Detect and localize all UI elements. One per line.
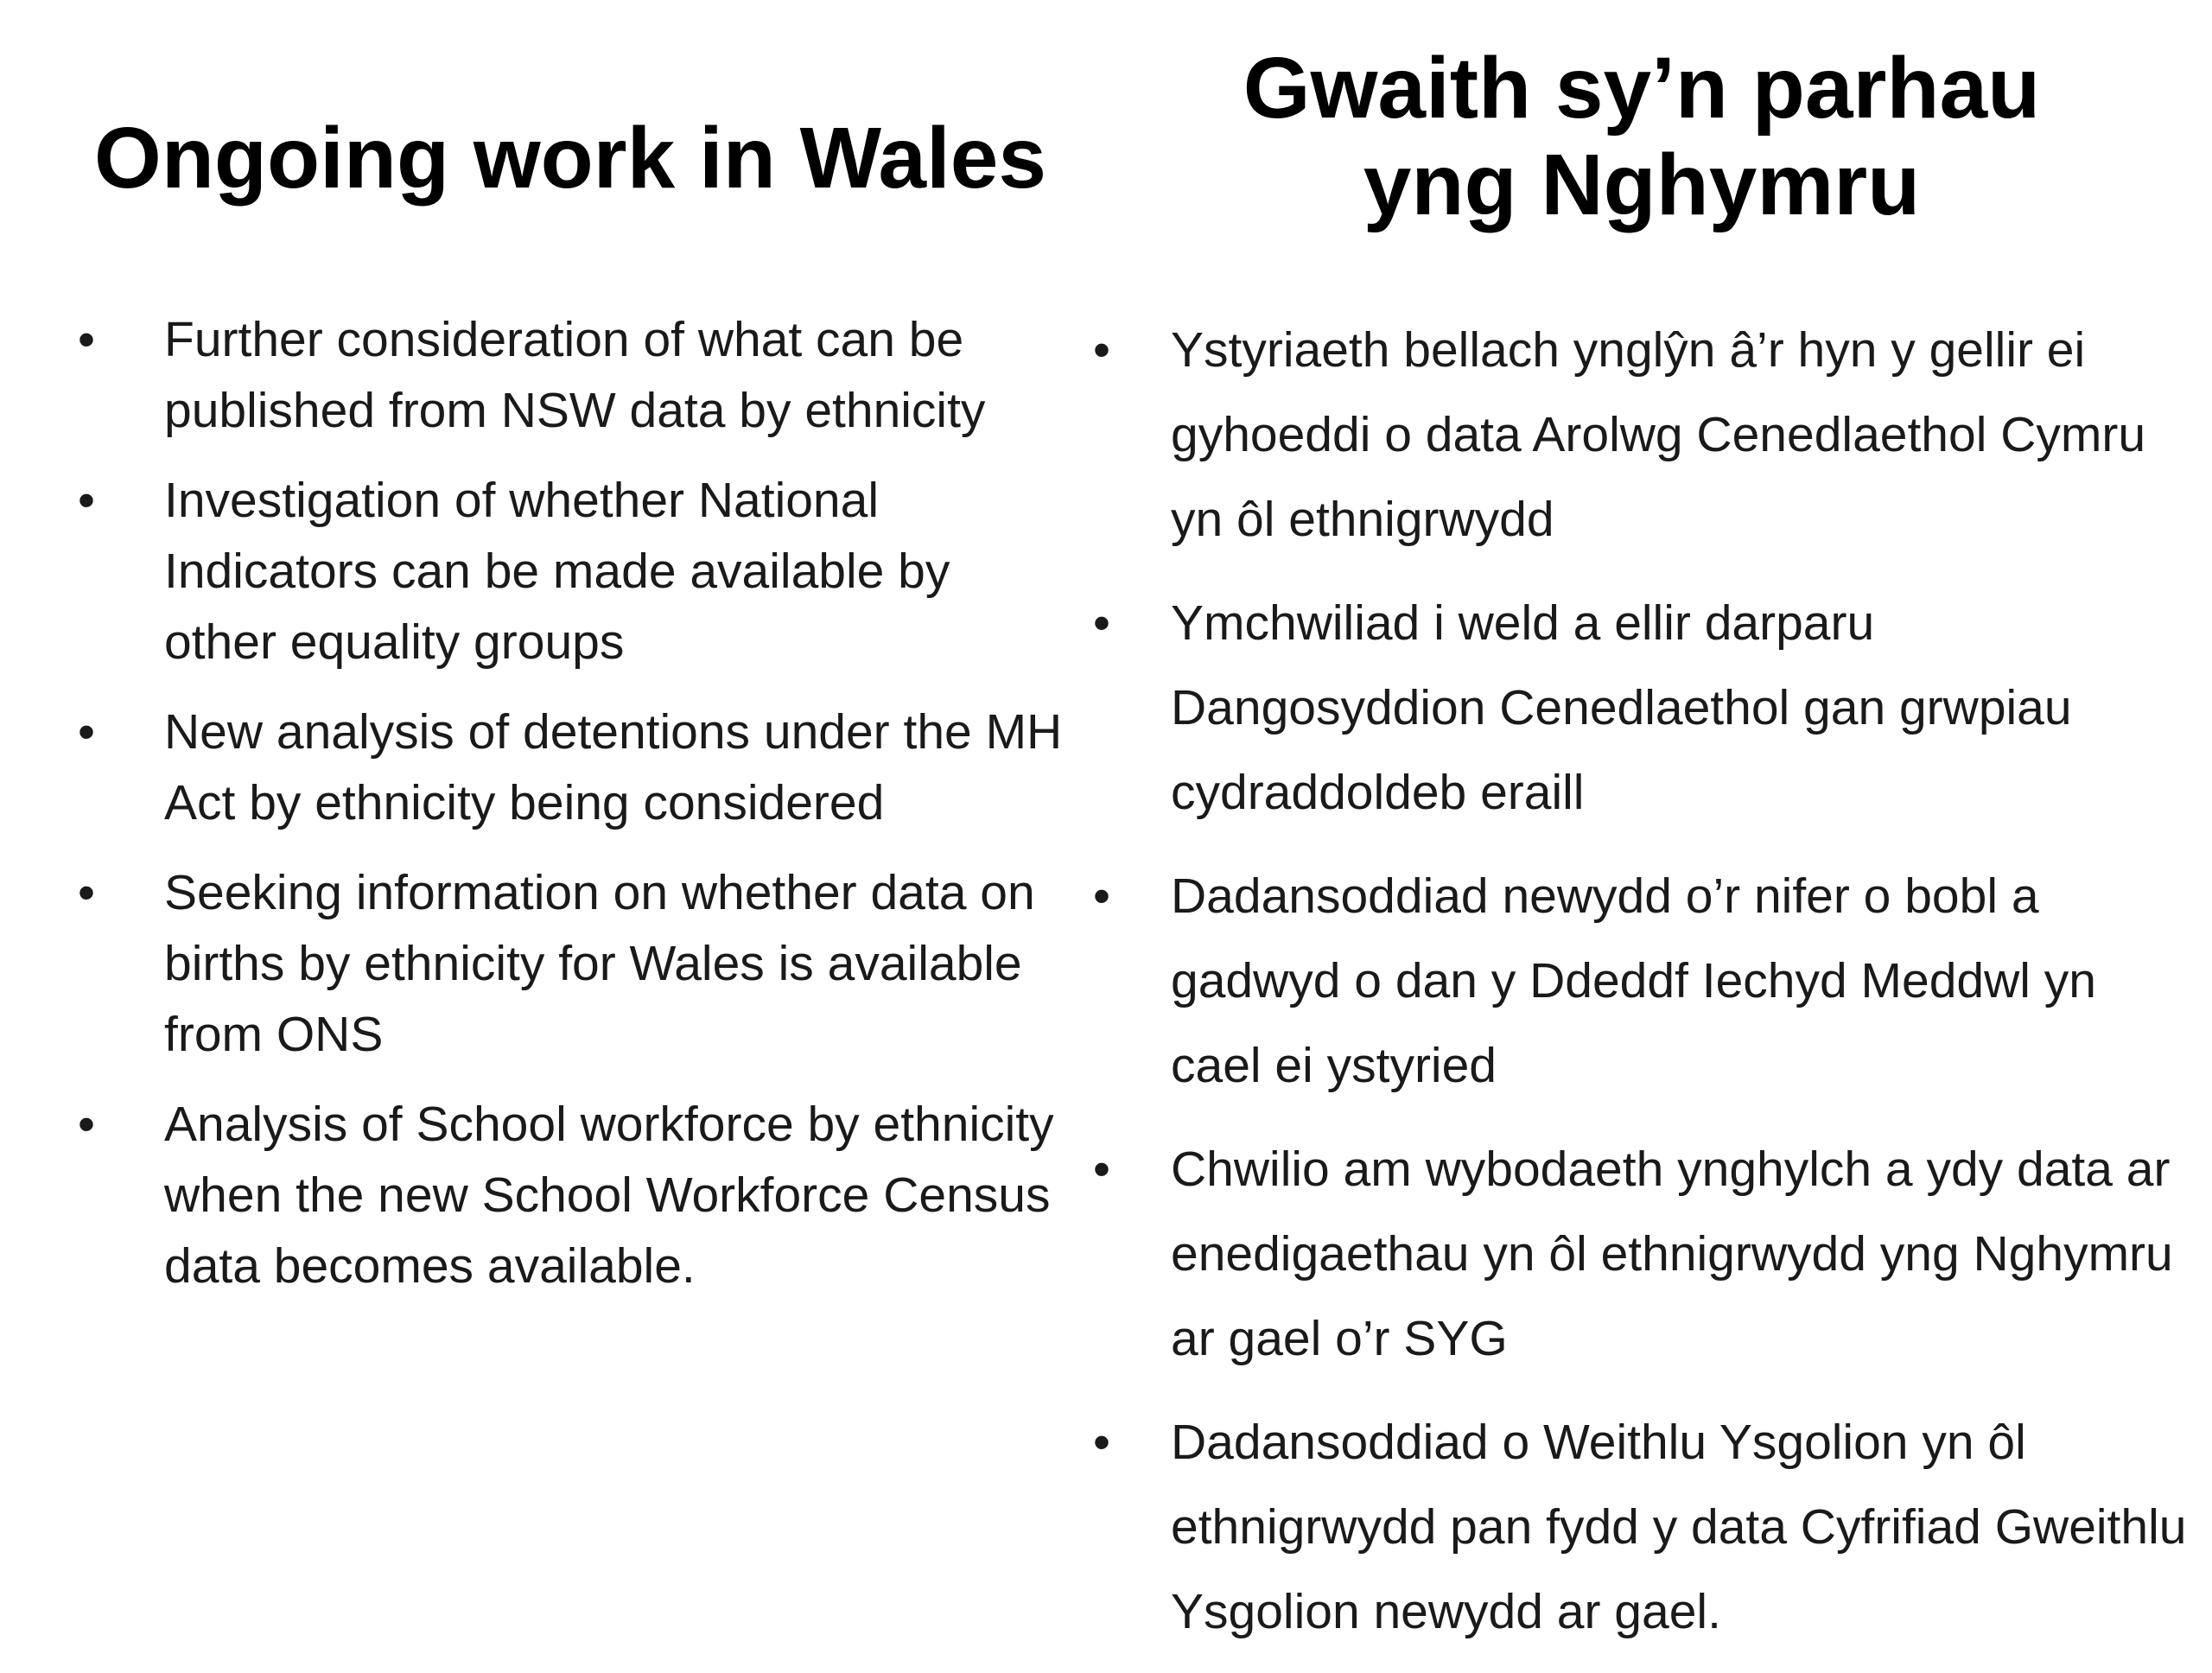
welsh-bullet-item [1084, 1400, 2199, 1654]
english-bullet-item [78, 857, 1063, 1070]
english-bullet-text: Seeking information on whether data on births by ethnicity for Wales is available from ONS [164, 865, 1035, 1062]
bullet-icon: • [78, 1097, 95, 1152]
welsh-bullet-text: Dadansoddiad o Weithlu Ysgolion yn ôl ethnigrwydd pan fydd y data Cyfrifiad Gweithlu Ysgolion newydd ar gael. [1171, 1415, 2187, 1639]
english-title: Ongoing work in Wales [94, 110, 1046, 207]
english-bullet-list [78, 304, 1063, 1320]
bullet-icon: • [1093, 1415, 1110, 1470]
english-bullet-text: Further consideration of what can be published from NSW data by ethnicity [164, 312, 986, 438]
bullet-icon: • [78, 312, 95, 367]
welsh-bullet-list [1084, 308, 2199, 1673]
bullet-icon: • [1093, 595, 1110, 651]
welsh-title [1084, 40, 2199, 233]
welsh-bullet-item [1084, 308, 2199, 562]
bullet-icon: • [78, 865, 95, 920]
welsh-bullet-text: Chwilio am wybodaeth ynghylch a ydy data ar enedigaethau yn ôl ethnigrwydd yng Nghymru ar gael o’r SYG [1171, 1142, 2173, 1366]
english-bullet-item [78, 1089, 1063, 1301]
english-bullet-text: Investigation of whether National Indicators can be made available by other equality groups [164, 473, 950, 670]
welsh-bullet-item [1084, 854, 2199, 1108]
bullet-icon: • [1093, 868, 1110, 924]
welsh-title-line-1: Gwaith sy’n parhau [1243, 40, 2041, 137]
welsh-title-line-2: yng Nghymru [1363, 137, 1921, 233]
english-bullet-text: New analysis of detentions under the MH Act by ethnicity being considered [164, 704, 1063, 830]
welsh-bullet-text: Ymchwiliad i weld a ellir darparu Dangosyddion Cenedlaethol gan grwpiau cydraddoldeb eraill [1171, 595, 2072, 820]
english-bullet-item [78, 697, 1063, 838]
english-bullet-item [78, 304, 1063, 446]
welsh-bullet-item [1084, 581, 2199, 835]
bullet-icon: • [1093, 1142, 1110, 1197]
english-bullet-item [78, 465, 1063, 677]
bullet-icon: • [78, 473, 95, 528]
welsh-bullet-item [1084, 1127, 2199, 1381]
bullet-icon: • [78, 704, 95, 760]
welsh-bullet-text: Dadansoddiad newydd o’r nifer o bobl a gadwyd o dan y Ddeddf Iechyd Meddwl yn cael ei ystyried [1171, 868, 2096, 1093]
english-bullet-text: Analysis of School workforce by ethnicity when the new School Workforce Census data becomes available. [164, 1097, 1054, 1294]
bullet-icon: • [1093, 322, 1110, 378]
welsh-bullet-text: Ystyriaeth bellach ynglŷn â’r hyn y gellir ei gyhoeddi o data Arolwg Cenedlaethol Cymru yn ôl ethnigrwydd [1171, 322, 2146, 547]
